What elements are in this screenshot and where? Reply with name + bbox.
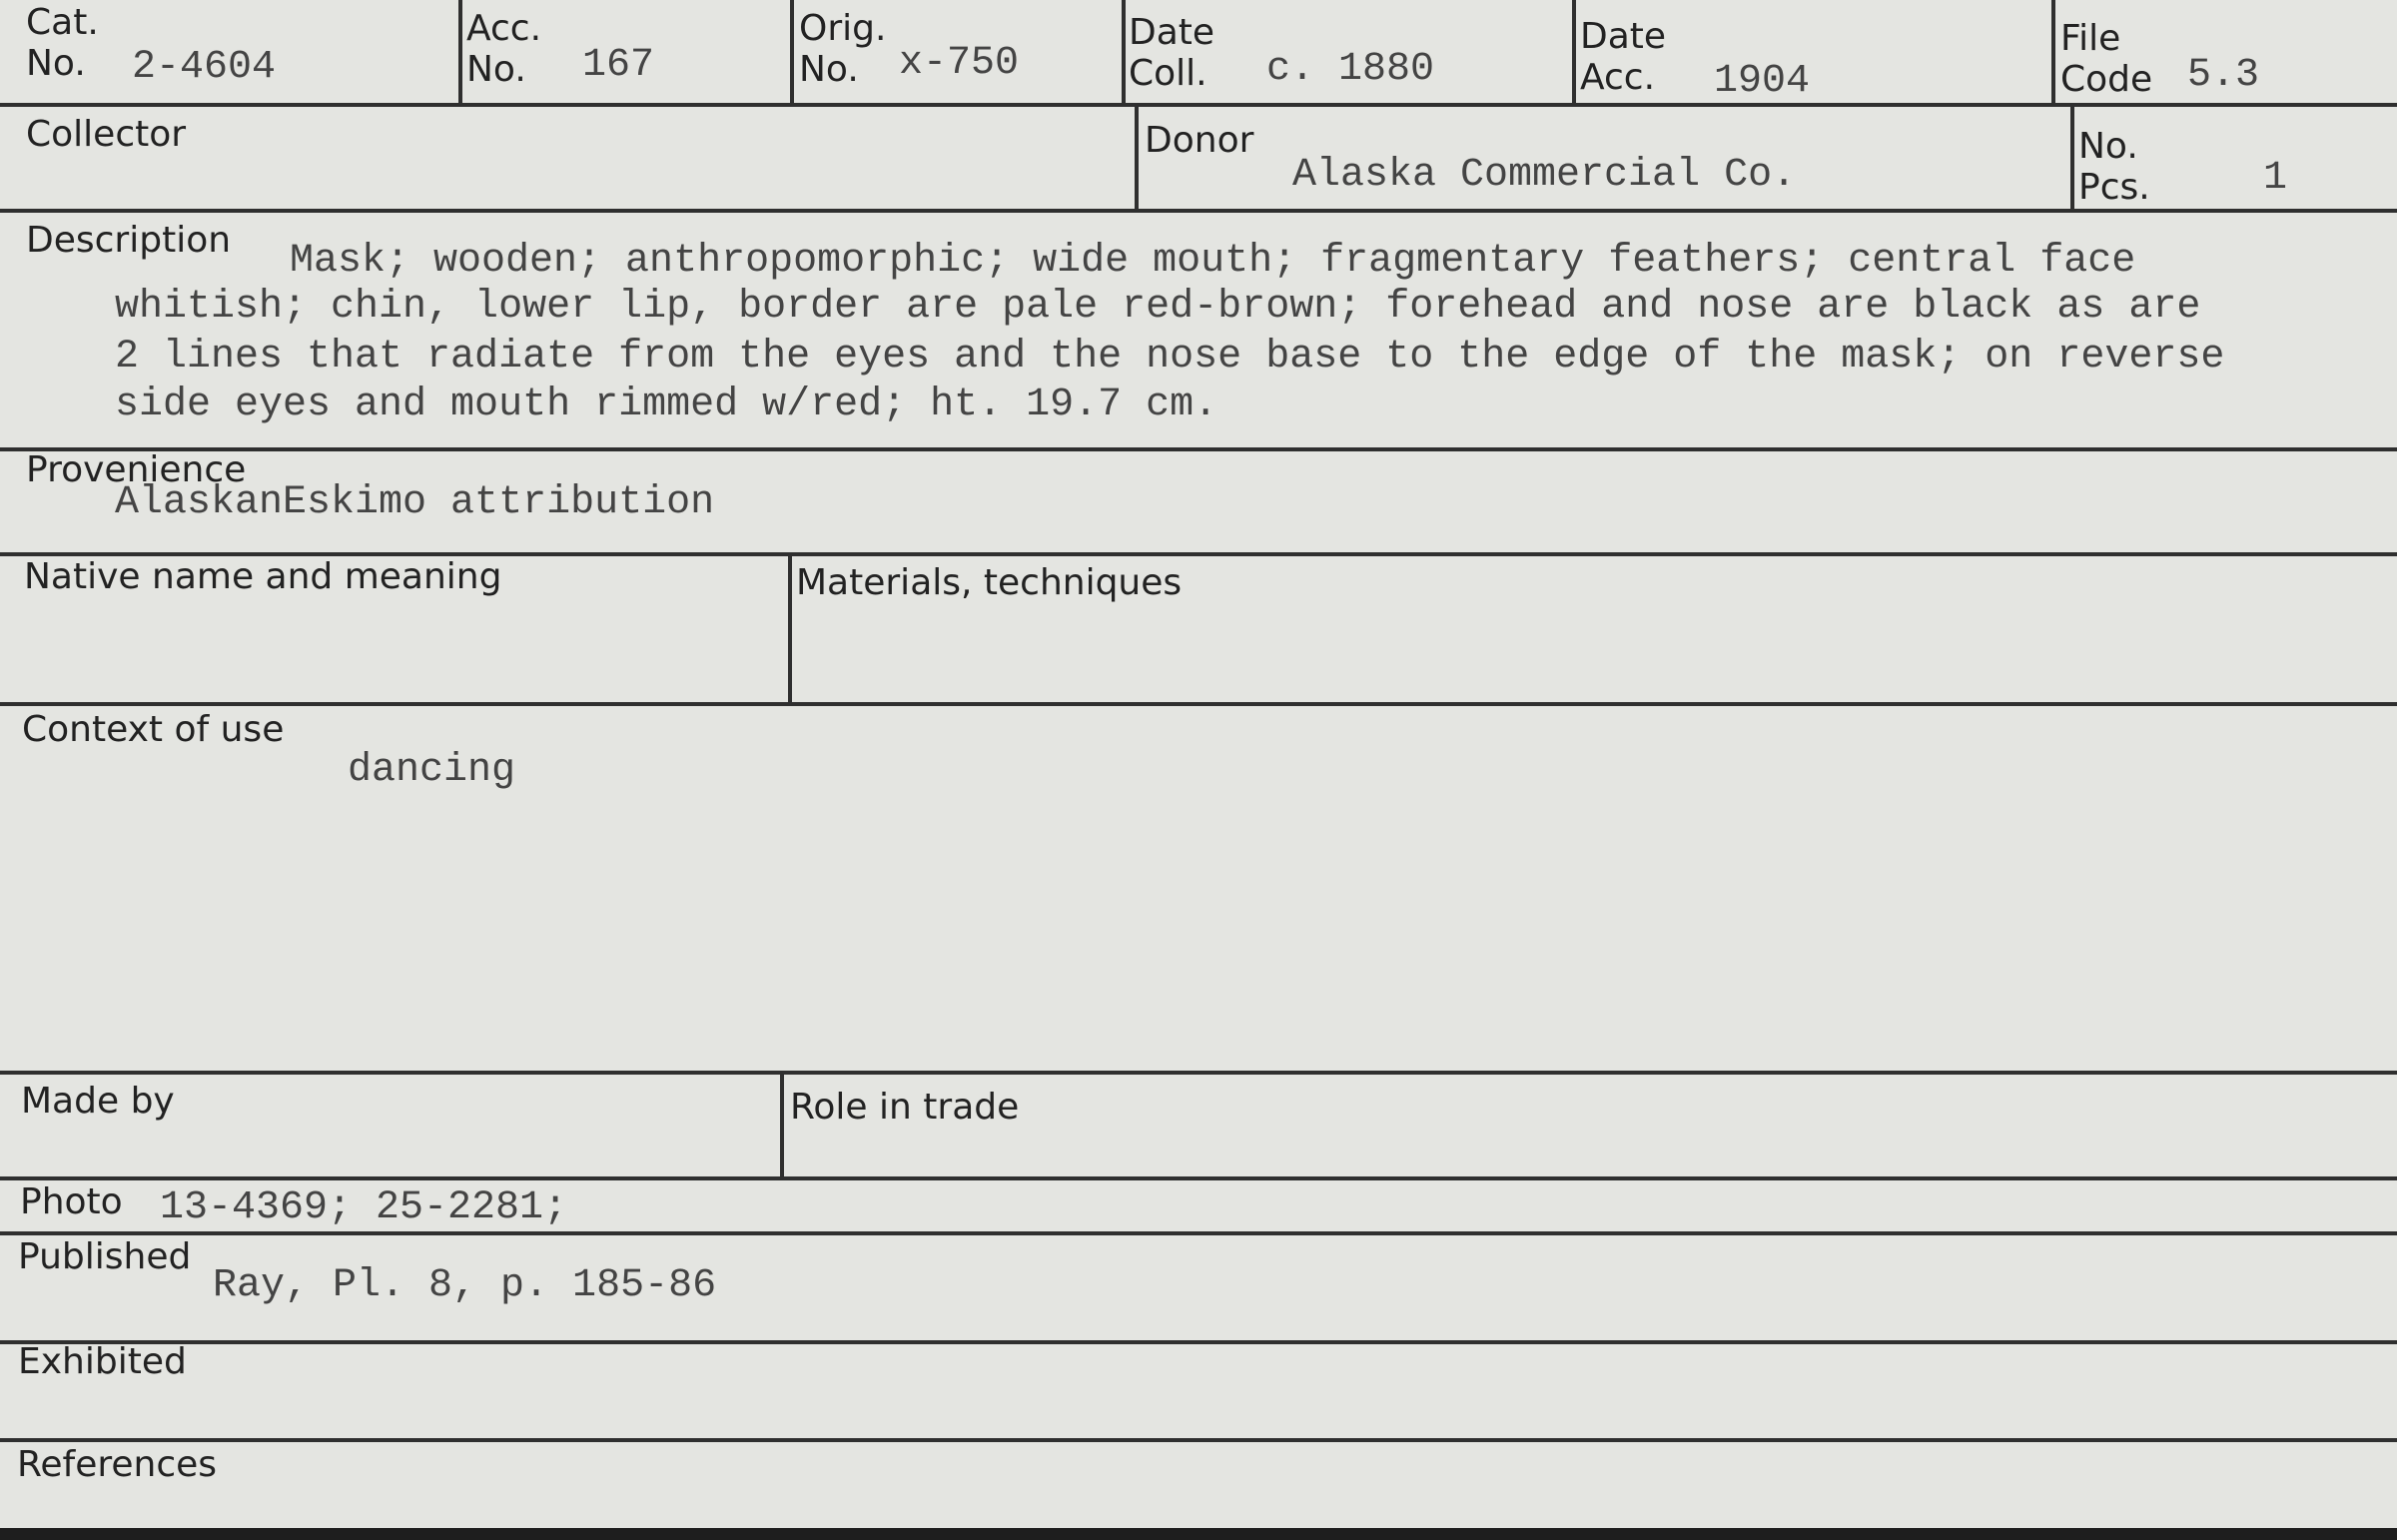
date-coll-value: c. 1880 — [1266, 47, 1435, 92]
rule-context — [0, 1071, 2397, 1075]
provenience-value: AlaskanEskimo attribution — [115, 480, 715, 525]
divider-datecoll-dateacc — [1572, 0, 1576, 105]
orig-no-label: Orig. No. — [799, 8, 887, 91]
divider-cat-acc — [458, 0, 462, 105]
donor-value: Alaska Commercial Co. — [1292, 153, 1797, 198]
donor-label: Donor — [1145, 120, 1254, 161]
divider-madeby-role — [780, 1073, 784, 1178]
cat-no-value: 2-4604 — [132, 45, 277, 90]
description-line-3: 2 lines that radiate from the eyes and the nose base to the edge of the mask; on reverse — [115, 335, 2225, 380]
date-acc-value: 1904 — [1714, 59, 1811, 104]
context-label: Context of use — [22, 709, 285, 750]
acc-no-value: 167 — [582, 43, 655, 88]
published-label: Published — [18, 1236, 192, 1277]
date-acc-label: Date Acc. — [1580, 16, 1667, 99]
date-coll-label: Date Coll. — [1129, 12, 1215, 95]
divider-collector-donor — [1135, 105, 1139, 211]
pieces-label: No. Pcs. — [2078, 126, 2150, 209]
scan-border — [0, 1528, 2397, 1540]
description-label: Description — [26, 220, 232, 261]
rule-collector-row — [0, 209, 2397, 213]
file-code-label: File Code — [2060, 18, 2153, 101]
photo-value: 13-4369; 25-2281; — [160, 1185, 568, 1230]
description-line-1: Mask; wooden; anthropomorphic; wide mouth; fragmentary feathers; central face — [290, 239, 2136, 284]
rule-top-row — [0, 103, 2397, 107]
role-in-trade-label: Role in trade — [790, 1087, 1020, 1128]
divider-orig-datecoll — [1122, 0, 1126, 105]
divider-dateacc-filecode — [2051, 0, 2055, 105]
rule-made-by-row — [0, 1176, 2397, 1180]
native-name-label: Native name and meaning — [24, 556, 502, 597]
divider-acc-orig — [790, 0, 794, 105]
rule-native-name-row — [0, 702, 2397, 706]
materials-label: Materials, techniques — [796, 562, 1183, 603]
references-label: References — [17, 1444, 218, 1485]
photo-label: Photo — [20, 1181, 123, 1222]
rule-published — [0, 1340, 2397, 1344]
divider-native-materials — [788, 554, 792, 704]
provenience-label: Provenience — [26, 449, 247, 490]
divider-donor-pieces — [2070, 105, 2074, 211]
rule-description — [0, 447, 2397, 451]
pieces-value: 1 — [2263, 156, 2288, 201]
orig-no-value: x-750 — [899, 41, 1020, 86]
published-value: Ray, Pl. 8, p. 185-86 — [213, 1263, 717, 1308]
description-line-2: whitish; chin, lower lip, border are pale red-brown; forehead and nose are black as are — [115, 285, 2201, 330]
exhibited-label: Exhibited — [18, 1341, 187, 1382]
context-value: dancing — [348, 748, 516, 793]
file-code-value: 5.3 — [2187, 53, 2260, 98]
collector-label: Collector — [26, 114, 187, 155]
cat-no-label: Cat. No. — [26, 2, 99, 85]
rule-exhibited — [0, 1438, 2397, 1442]
made-by-label: Made by — [21, 1081, 175, 1122]
description-line-4: side eyes and mouth rimmed w/red; ht. 19.7 cm. — [115, 383, 1218, 427]
acc-no-label: Acc. No. — [466, 8, 542, 91]
